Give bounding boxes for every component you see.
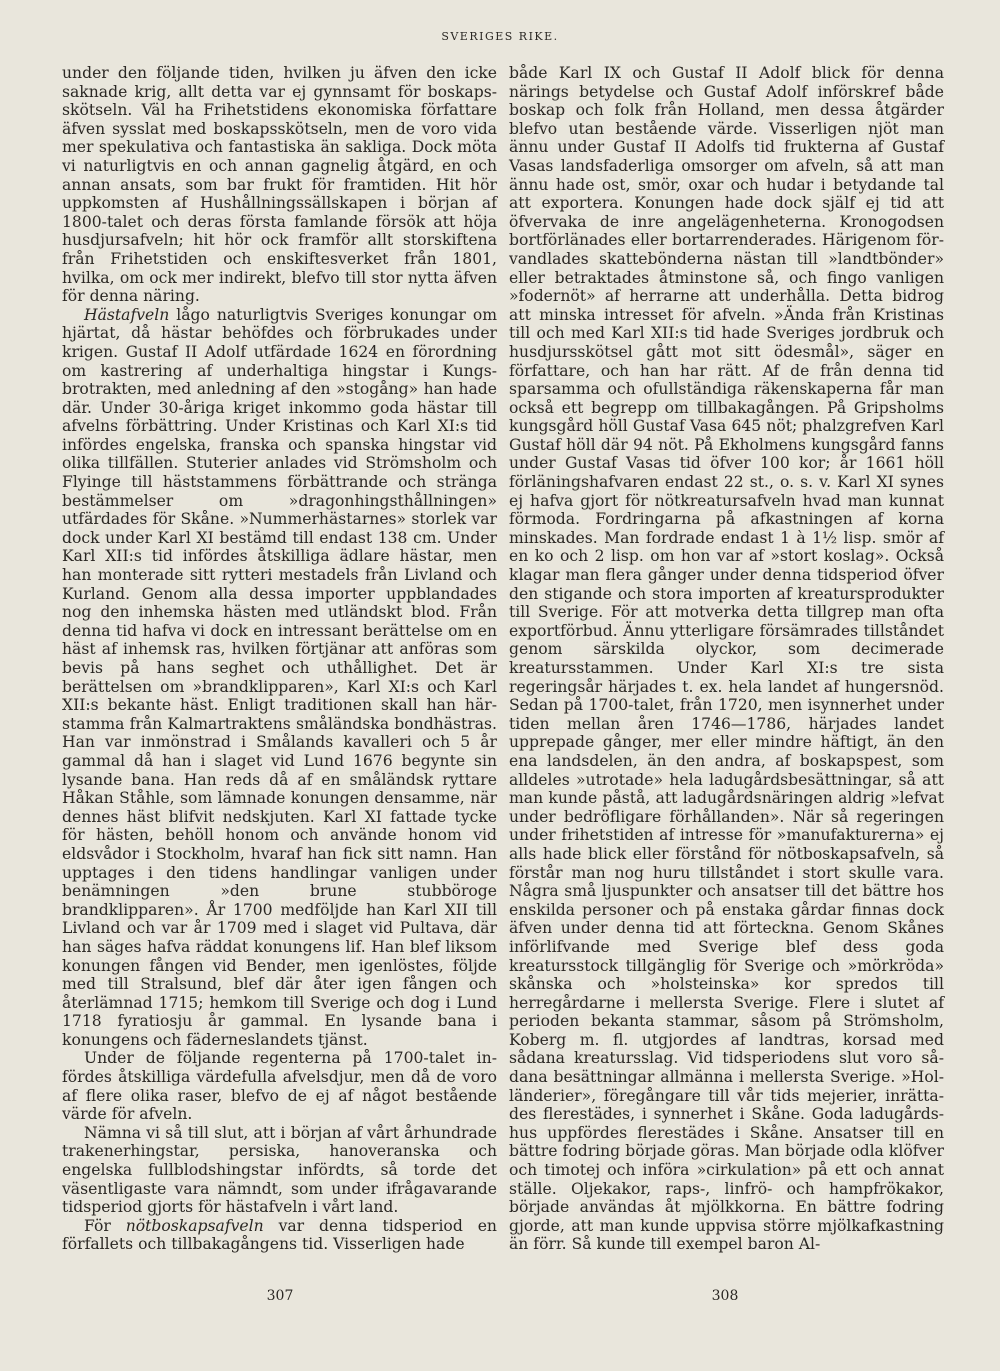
left-paragraph-4: Nämna vi så till slut, att i början af vårt århundrade trakenerhingstar, persiska, hanoveranska och engelska fullblodshingstar infördts, så torde det väsentligaste vara nämndt, som under ifrågavarande tidsperiod gjorts för hästafveln i vårt land. xyxy=(62,1123,497,1217)
page-number-left: 307 xyxy=(266,1288,294,1304)
left-paragraph-3: Under de följande regenterna på 1700-talet infördes åtskilliga värdefulla afvelsdjur, men då de voro af flere olika raser, blefvo de ej af något bestående värde för afveln. xyxy=(62,1049,497,1124)
page-number-right: 308 xyxy=(711,1288,739,1304)
left-paragraph-5 xyxy=(62,1217,497,1254)
italic-lead-hastafveln: Hästafveln xyxy=(84,305,170,324)
left-paragraph-2 xyxy=(62,306,497,1050)
left-paragraph-2-body: lågo naturligtvis Sveriges konungar om hjärtat, då hästar behöfdes och förbrukades under krigen. Gustaf II Adolf utfärdade 1624 en förordning om kastrering af underhaltiga hingstar i Kungsbrotrakten, med anledning af den »stogång» han hade där. Under 30-åriga kriget inkommo goda hästar till afvelns förbättring. Under Kristinas och Karl XI:s tid infördes engelska, franska och spanska hingstar vid olika tillfällen. Stuterier anlades vid Strömsholm och Flyinge till häststammens förbättrande och stränga bestämmelser om »dragonhingsthållningen» utfärdades för Skåne. »Nummerhästarnes» storlek var dock under Karl XI bestämd till endast 138 cm. Under Karl XII:s tid infördes åtskilliga ädlare hästar, men han monterade sitt rytteri mestadels från Livland och Kurland. Genom alla dessa importer uppblandades nog den inhemska hästen med utländskt blod. Från denna tid hafva vi dock en intressant berättelse om en häst af inhemsk ras, hvilken förtjänar att anföras som bevis på hans seghet och uthållighet. Det är berättelsen om »brandklipparen», Karl XI:s och Karl XII:s bekante häst. Enligt traditionen skall han härstamma från Kalmartraktens småländska bondhästras. Han var inmönstrad i Smålands kavalleri och 5 år gammal då han i slaget vid Lund 1676 begynte sin lysande bana. Han reds då af en småländsk ryttare Håkan Ståhle, som lämnade konungen densamme, när dennes häst blifvit nedskjuten. Karl XI fattade tycke för hästen, behöll honom och använde honom vid eldsvådor i Stockholm, hvaraf han fick sitt namn. Han upptages i den tidens handlingar vanligen under benämningen »den brune stubböroge brandklipparen». År 1700 medföljde han Karl XII till Livland och var år 1709 med i slaget vid Pultava, där han säges hafva räddat konungens lif. Han blef liksom konungen fången vid Bender, men igenlöstes, följde med till Stralsund, blef där åter igen fången och återlämnad 1715; hemkom till Sverige och dog i Lund 1718 fyratiosju år gammal. En lysande bana i konungens och fäderneslandets tjänst. xyxy=(62,305,497,1049)
right-paragraph-1: både Karl IX och Gustaf II Adolf blick för denna närings betydelse och Gustaf Adolf införskref både boskap och folk från Holland, men dessa åtgärder blefvo utan bestående värde. Visserligen njöt man ännu under Gustaf II Adolfs tid frukterna af Gustaf Vasas landsfaderliga omsorger om afveln, så att man ännu hade ost, smör, oxar och hudar i betydande tal att exportera. Konungen hade dock själf ej tid att öfvervaka de inre angelägenheterna. Kronogodsen bortförlänades eller bortarrenderades. Härigenom förvandlades skattebönderna nästan till »landtbönder» eller betraktades åtminstone så, och fingo vanligen »fodernöt» af herrarne att underhålla. Detta bidrog att minska intresset för afveln. »Ända från Kristinas till och med Karl XII:s tid hade Sveriges jordbruk och husdjursskötsel gått mot sitt ödesmål», säger en författare, och han har rätt. Af de från denna tid sparsamma och ofullständiga räkenskaperna får man också ett begrepp om tillbakagången. På Gripsholms kungsgård höll Gustaf Vasa 645 nöt; phalzgrefven Karl Gustaf höll där 94 nöt. På Ekholmens kungsgård fanns under Gustaf Vasas tid öfver 100 kor; år 1661 höll förläningshafvaren endast 22 st., o. s. v. Karl XI synes ej hafva gjort för nötkreatursafveln hvad man kunnat förmoda. Fordringarna på afkastningen af korna minskades. Man fordrade endast 1 à 1½ lisp. smör af en ko och 2 lisp. om hon var af »stort koslag». Också klagar man flera gånger under denna tidsperiod öfver den stigande och stora importen af kreatursprodukter till Sverige. För att motverka detta tillgrep man ofta exportförbud. Ännu ytterligare försämrades tillståndet genom särskilda olyckor, som decimerade kreatursstammen. Under Karl XI:s tre sista regeringsår härjades t. ex. hela landet af hungersnöd. Sedan på 1700-talet, från 1720, men isynnerhet under tiden mellan åren 1746—1786, härjades landet upprepade gånger, mer eller mindre häftigt, än den ena landsdelen, än den andra, af boskapspest, som alldeles »utrotade» hela ladugårdsbesättningar, så att man kunde påstå, att ladugårdsnäringen aldrig »lefvat under bedröfligare förhållanden». När så regeringen under frihetstiden af intresse för »manufakturerna» ej alls hade blick eller förstånd för nötboskapsafveln, så förstår man nog huru tillståndet i stort skulle vara. Några små ljuspunkter och ansatser till det bättre hos enskilda personer och på enstaka gårdar finnas dock äfven under denna tid att förteckna. Genom Skånes införlifvande med Sverige blef dess goda kreatursstock tillgänglig för Sverige och »mörkröda» skånska och »holsteinska» kor spredos till herregårdarne i mellersta Sverige. Flere i slutet af perioden bekanta stammar, såsom på Strömsholm, Koberg m. fl. utgjordes af landtras, korsad med sådana kreatursslag. Vid tidsperiodens slut voro sådana besättningar allmänna i mellersta Sverige. »Holländerier», föregångare till vår tids mejerier, inrättades flerestädes, i synnerhet i Skåne. Goda ladugårdshus uppfördes flerestädes i Skåne. Ansatser till en bättre fodring började göras. Man började odla klöfver och timotej och införa »cirkulation» på ett och annat ställe. Oljekakor, raps-, linfrö- och hampfrökakor, började användas åt mjölkkorna. En bättre fodring gjorde, att man kunde uppvisa större mjölkafkastning än förr. Så kunde till exempel baron Al- xyxy=(509,64,944,1254)
left-column xyxy=(62,64,497,1254)
right-column xyxy=(509,64,944,1254)
running-head: SVERIGES RIKE. xyxy=(441,30,559,43)
left-paragraph-5-prefix: För xyxy=(84,1216,111,1235)
italic-lead-notboskapsafveln: nötboskapsafveln xyxy=(125,1216,264,1235)
left-paragraph-5-body: var denna tidsperiod en förfallets och tillbakagångens tid. Visserligen hade xyxy=(62,1216,497,1254)
left-paragraph-1: under den följande tiden, hvilken ju äfven den icke saknade krig, allt detta var ej gynnsamt för boskapsskötseln. Väl ha Frihetstidens ekonomiska författare äfven sysslat med boskapsskötseln, men de voro vida mer spekulativa och fantastiska än sakliga. Dock möta vi naturligtvis en och annan gagnelig åtgärd, en och annan ansats, som bar frukt för framtiden. Hit hör uppkomsten af Hushållningssällskapen i början af 1800-talet och deras första famlande försök att höja husdjursafveln; hit hör ock framför allt storskiftena från Frihetstiden och enskiftesverket från 1801, hvilka, om ock mer indirekt, blefvo till stor nytta äfven för denna näring. xyxy=(62,64,497,306)
